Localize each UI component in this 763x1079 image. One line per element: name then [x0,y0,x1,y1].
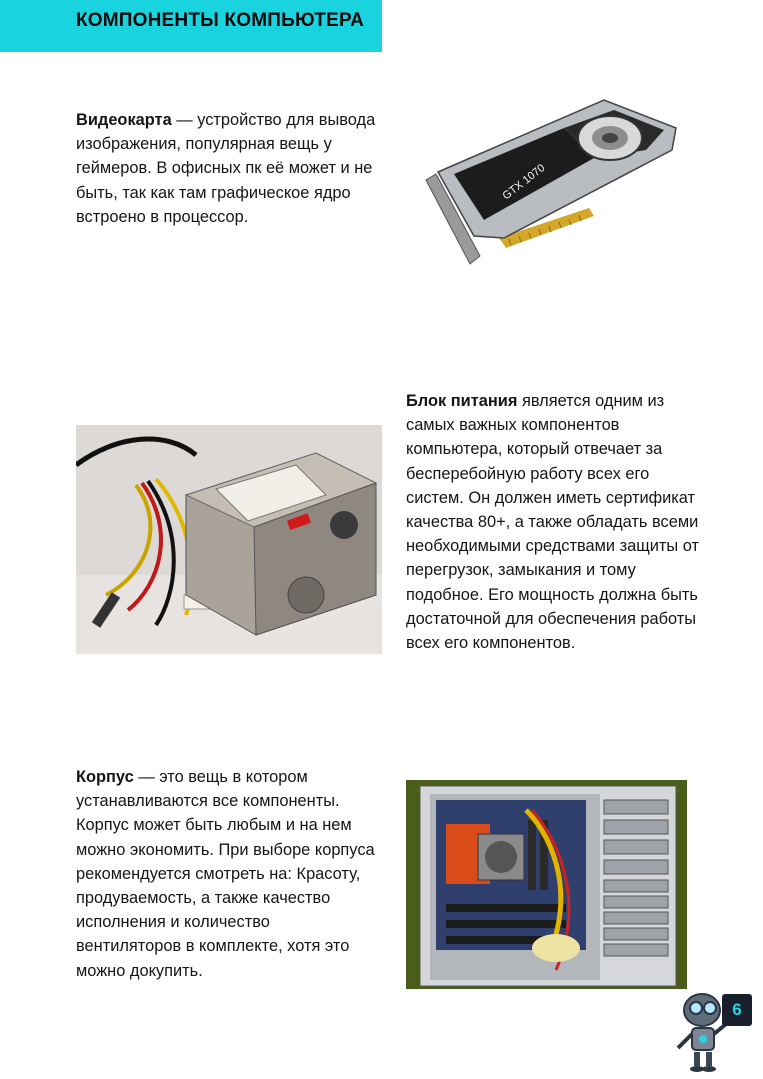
case-description [76,765,376,983]
page-number-badge: 6 [722,994,752,1026]
gpu-term: Видеокарта [76,111,172,129]
case-term: Корпус [76,768,134,786]
psu-description [406,389,706,655]
computer-case-image [406,780,687,989]
power-supply-image [76,425,382,654]
psu-term: Блок питания [406,392,518,410]
gpu-model-label: GTX 1070 [500,162,548,203]
psu-body: является одним из самых важных компонентов компьютера, который отвечает за бесперебойную работу всех его систем. Он должен иметь сертификат качества 80+, а также обладать всеми необходимыми средствами защиты от перегрузок, замыкания и тому подобное. Его мощность должна быть достаточной для обеспечения работы всех его компонентов. [406,392,699,653]
gpu-body: — устройство для вывода изображения, популярная вещь у геймеров. В офисных пк её может и не быть, так как там графическое ядро встроено в процессор. [76,111,376,226]
graphics-card-image [414,88,686,274]
gpu-description [76,108,376,229]
page-header-banner [0,0,382,52]
page-title: КОМПОНЕНТЫ КОМПЬЮТЕРА [76,10,365,31]
case-body: — это вещь в котором устанавливаются все компоненты. Корпус может быть любым и на нем можно экономить. При выборе корпуса рекомендуется смотреть на: Красоту, продуваемость, а также качество исполнения и количество вентиляторов в комплекте, хотя это можно докупить. [76,768,375,980]
